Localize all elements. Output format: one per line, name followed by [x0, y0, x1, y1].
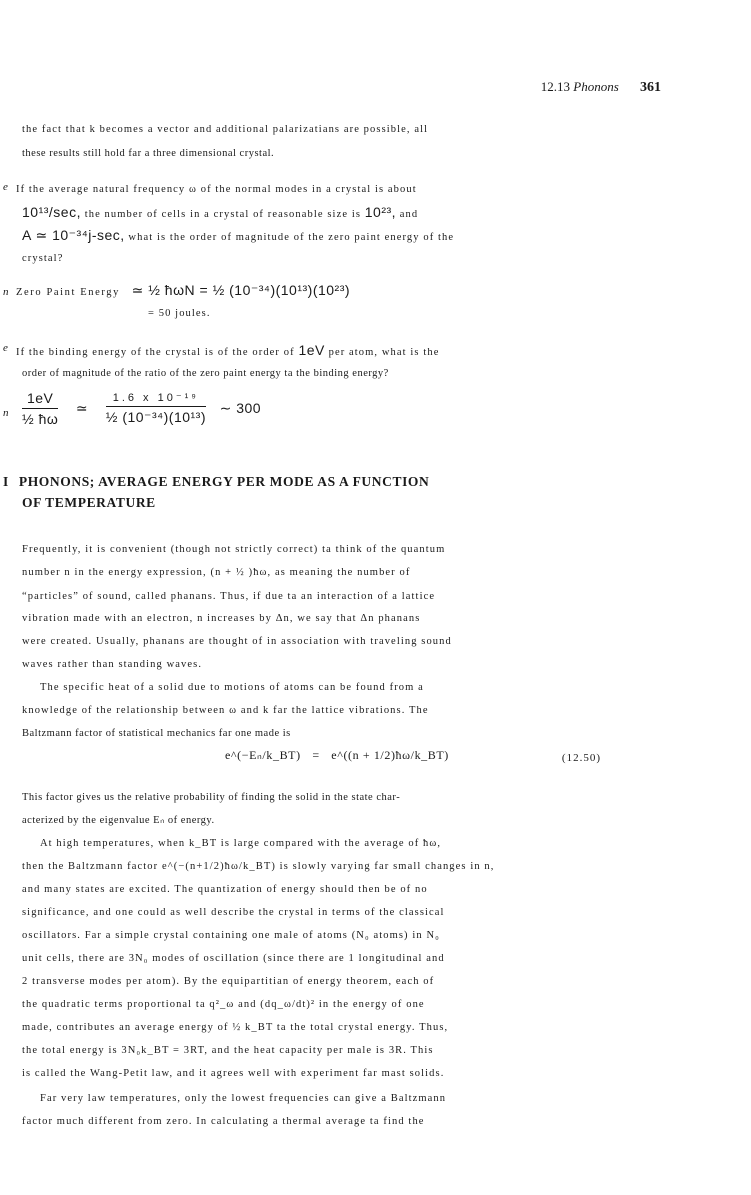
- body-p5-line-2: factor much different from zero. In calculating a thermal average ta find the: [22, 1116, 425, 1127]
- rhs-fraction: $\frac{\text{1.6 x 10⁻¹⁹}}{\text{½ (10⁻³⁴)(10¹³)}}$: [105, 392, 206, 425]
- equation-number: (12.50): [561, 752, 601, 764]
- body-p4-line-1: At high temperatures, when k_BT is large compared with the average of ħω,: [40, 838, 442, 849]
- lhs-fraction: $\frac{1eV}{\text{½ ħω}}$: [22, 390, 59, 427]
- section-number: 12.13: [540, 79, 570, 94]
- problem-c-line-3: A ≃ 10⁻³⁴j-sec, what is the order of magnitude of the zero paint energy of the: [22, 227, 455, 243]
- answer-d-equation: $\frac{1eV}{\text{½ ħω}}$ ≃ $\frac{\text{1.6 x 10⁻¹⁹}}{\text{½ (10⁻³⁴)(10¹³)}}$ ∼ 300: [22, 390, 262, 427]
- body-p1-line-2: number n in the energy expression, (n + ½ )ħω, as meaning the number of: [22, 567, 411, 578]
- body-p4-line-5: oscillators. Far a simple crystal containing one male of atoms (N₀ atoms) in N₀: [22, 930, 440, 941]
- body-p4-line-4: significance, and one could as well describe the crystal in terms of the classical: [22, 907, 445, 918]
- body-p4-line-8: the quadratic terms proportional ta q²_ω and (dq_ω/dt)² in the energy of one: [22, 999, 425, 1010]
- margin-mark-ans-d: n: [3, 407, 9, 419]
- running-header: [541, 79, 661, 96]
- body-p4-line-6: unit cells, there are 3N₀ modes of oscillation (since there are 1 longitudinal and: [22, 953, 445, 964]
- body-p1-line-5: were created. Usually, phanans are thought of in association with traveling sound: [22, 636, 452, 647]
- body-p3-line-2: acterized by the eigenvalue Eₙ of energy.: [22, 815, 215, 826]
- margin-mark-ans-c: n: [3, 286, 9, 298]
- section-heading-line-1: I PHONONS; AVERAGE ENERGY PER MODE AS A FUNCTION: [3, 474, 430, 489]
- answer-c-result: = 50 joules.: [148, 308, 211, 319]
- body-p5-line-1: Far very law temperatures, only the lowest frequencies can give a Baltzmann: [40, 1093, 447, 1104]
- body-p4-line-11: is called the Wang-Petit law, and it agrees well with experiment far mast solids.: [22, 1068, 445, 1079]
- body-p1-line-1: Frequently, it is convenient (though not strictly correct) ta think of the quantum: [22, 544, 446, 555]
- body-p4-line-7: 2 transverse modes per atom). By the equipartitian of energy theorem, each of: [22, 976, 435, 987]
- problem-c-line-2: 10¹³/sec, the number of cells in a crystal of reasonable size is 10²³, and: [22, 204, 419, 220]
- running-title: Phonons: [573, 79, 619, 94]
- body-p1-line-6: waves rather than standing waves.: [22, 659, 203, 670]
- body-p2-line-2: knowledge of the relationship between ω and k far the lattice vibrations. The: [22, 705, 429, 716]
- body-p4-line-9: made, contributes an average energy of ½ k_BT ta the total crystal energy. Thus,: [22, 1022, 449, 1033]
- margin-mark-c: e: [3, 181, 8, 193]
- answer-c-equation: Zero Paint Energy ≃ ½ ħωN = ½ (10⁻³⁴)(10¹³)(10²³): [16, 282, 351, 298]
- body-p3-line-1: This factor gives us the relative probability of finding the solid in the state char-: [22, 792, 401, 803]
- body-p4-line-10: the total energy is 3N₀k_BT = 3RT, and the heat capacity per male is 3R. This: [22, 1045, 434, 1056]
- problem-d-line-1: If the binding energy of the crystal is of the order of 1eV per atom, what is the: [16, 342, 440, 358]
- margin-mark-d: e: [3, 342, 8, 354]
- body-p4-line-3: and many states are excited. The quantization of energy should then be of no: [22, 884, 428, 895]
- intro-line-1: the fact that k becomes a vector and additional palarizatians are possible, all: [22, 124, 429, 135]
- problem-c-line-1: If the average natural frequency ω of the normal modes in a crystal is about: [16, 184, 417, 195]
- problem-c-line-4: crystal?: [22, 253, 64, 264]
- body-p2-line-1: The specific heat of a solid due to motions of atoms can be found from a: [40, 682, 424, 693]
- page-number: 361: [640, 80, 661, 95]
- body-p1-line-4: vibration made with an electron, n increases by Δn, we say that Δn phanans: [22, 613, 421, 624]
- intro-line-2: these results still hold far a three dimensional crystal.: [22, 148, 275, 159]
- boltzmann-equation: e^(−Eₙ/k_BT) = e^((n + 1/2)ħω/k_BT): [225, 748, 449, 762]
- problem-d-line-2: order of magnitude of the ratio of the zero paint energy ta the binding energy?: [22, 368, 389, 379]
- body-p2-line-3: Baltzmann factor of statistical mechanics far one made is: [22, 728, 291, 739]
- body-p1-line-3: “particles” of sound, called phanans. Thus, if due ta an interaction of a lattice: [22, 591, 436, 602]
- section-heading-line-2: OF TEMPERATURE: [22, 495, 156, 510]
- body-p4-line-2: then the Baltzmann factor e^(−(n+1/2)ħω/k_BT) is slowly varying far small changes in n,: [22, 861, 495, 872]
